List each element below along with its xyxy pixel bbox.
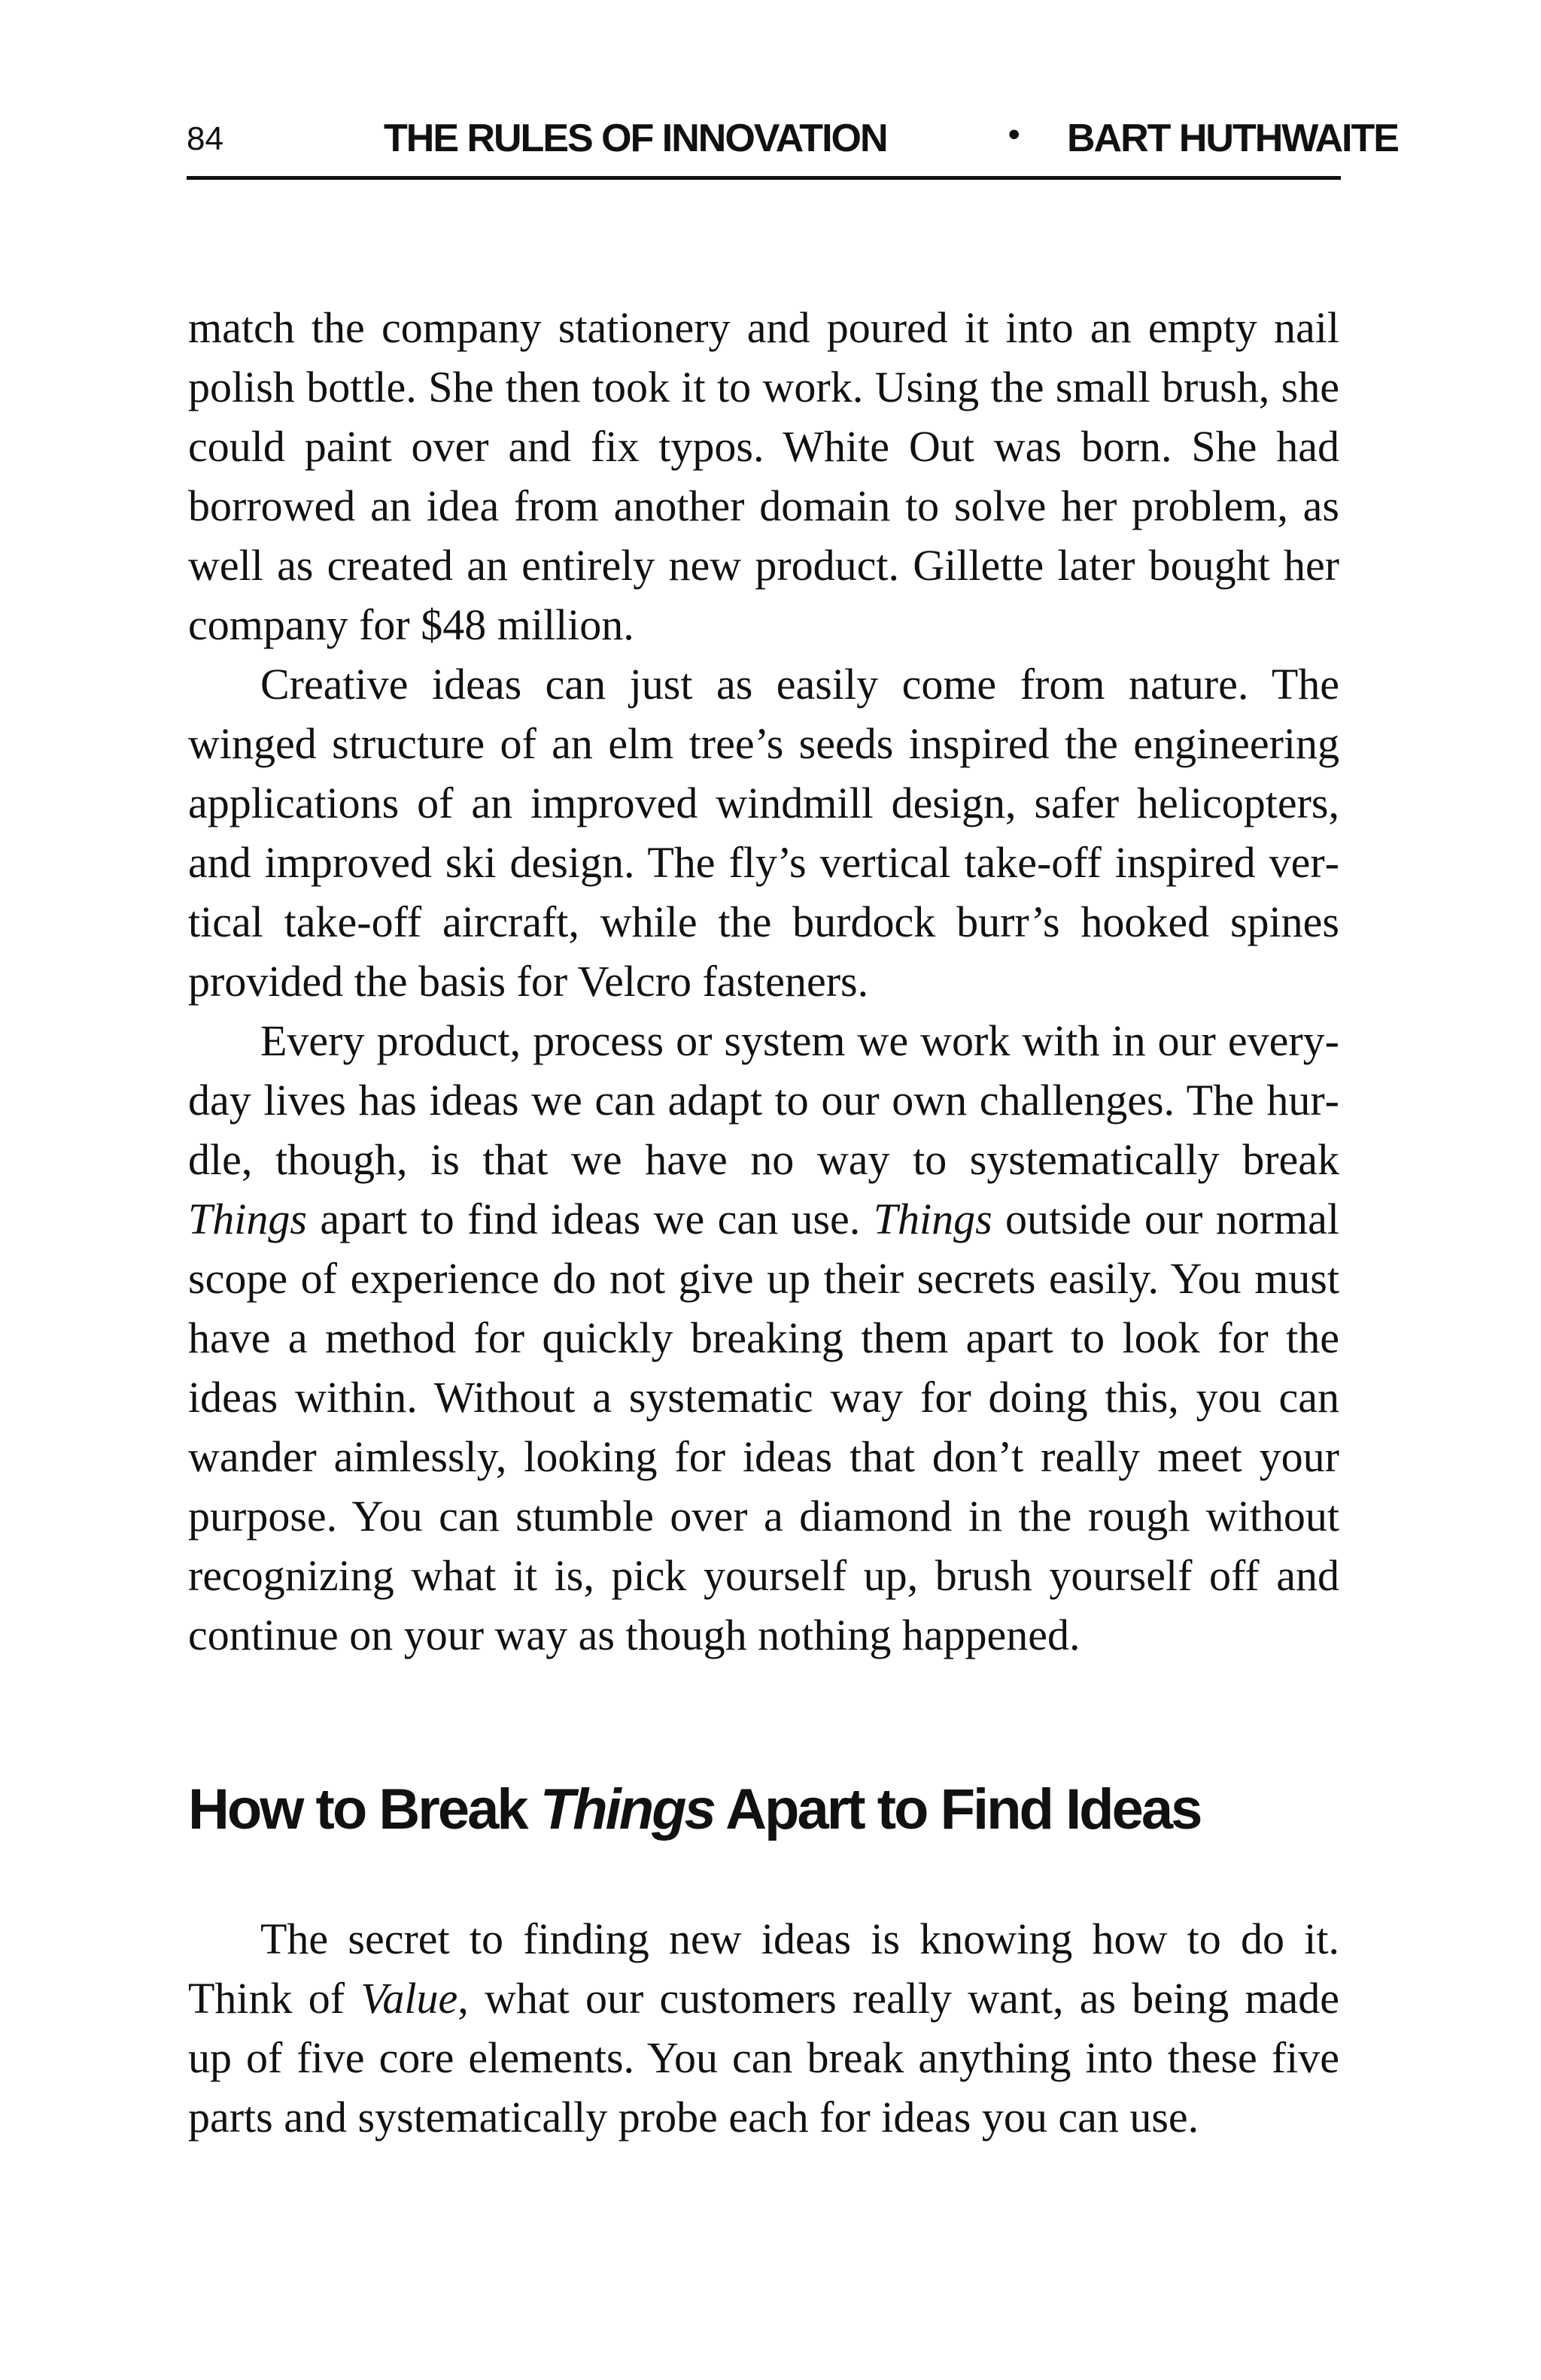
section-heading-italic-things: Things (540, 1777, 714, 1841)
header-separator-bullet: • (1008, 116, 1020, 153)
main-body-text (188, 298, 1339, 1665)
paragraph-3-italic-things-a: Things (188, 1195, 307, 1243)
paragraph-3-text-b: apart to find ideas we can use. (306, 1195, 874, 1243)
section-paragraph-text-b: , what our customers really want, as being made up of five core elements. You can break anything into these five parts and systematically probe each for ideas you can use. (188, 1974, 1339, 2142)
section-paragraph-italic-value: Value (360, 1974, 458, 2023)
section-heading-text-a: How to Break (188, 1777, 540, 1841)
body-paragraph-2: Creative ideas can just as easily come from nature. The winged structure of an elm tree’s seeds inspired the engineering applications of an improved windmill design, safer helicopters, and improved ski design. The fly’s vertical take-off inspired vertical take-off aircraft, while the burdock burr’s hooked spines provided the basis for Velcro fasteners. (188, 660, 1339, 1006)
running-book-title: THE RULES OF INNOVATION (384, 117, 887, 160)
running-author-name: BART HUTHWAITE (1067, 117, 1398, 160)
page-number: 84 (187, 120, 223, 157)
section-paragraph-1 (188, 1909, 1339, 2147)
paragraph-3-text-a: Every product, process or system we work with in our everyday lives has ideas we can adapt to our own challenges. The hurdle, though, is that we have no way to systematically break (188, 1016, 1339, 1184)
paragraph-3-text-c: outside our normal scope of experience do not give up their secrets easily. You must have a method for quickly breaking them apart to look for the ideas within. Without a systematic way for doing this, you can wander aimlessly, looking for ideas that don’t really meet your purpose. You can stumble over a diamond in the rough without recognizing what it is, pick yourself up, brush yourself off and continue on your way as though nothing happened. (188, 1195, 1339, 1659)
header-rule (187, 176, 1341, 180)
paragraph-3-italic-things-b: Things (873, 1195, 992, 1243)
body-paragraph-3 (188, 1011, 1339, 1665)
section-paragraph-text-a: The secret to finding new ideas is knowing how to do it. Think of (188, 1914, 1339, 2023)
section-heading-text-b: Apart to Find Ideas (713, 1777, 1201, 1841)
section-heading (188, 1777, 1339, 1842)
running-header (187, 110, 1398, 179)
body-paragraph-1: match the company stationery and poured it into an empty nail polish bottle. She then took it to work. Using the small brush, she could paint over and fix typos. White Out was born. She had borrowed an idea from another domain to solve her problem, as well as created an entirely new product. Gillette later bought her company for $48 million. (188, 303, 1339, 649)
section-body-text (188, 1909, 1339, 2147)
